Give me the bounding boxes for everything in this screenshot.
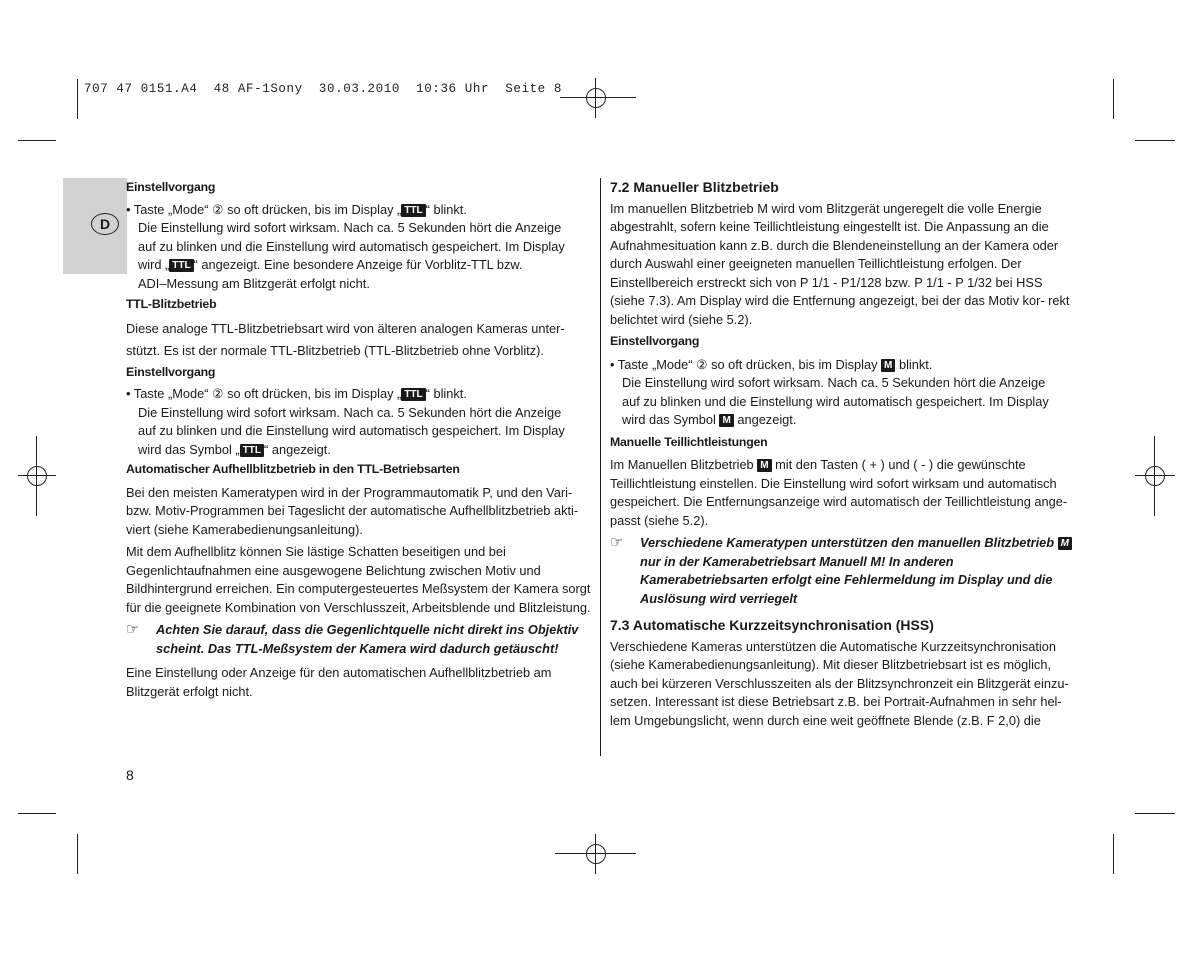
crop-mark (18, 140, 56, 141)
crop-mark (77, 79, 78, 119)
section-heading: Automatischer Aufhellblitzbetrieb in den TTL-Betriebsarten (126, 462, 460, 476)
paragraph: Im manuellen Blitzbetrieb M wird vom Blitzgerät ungeregelt die volle Energie abgestrahlt, sofern keine Teillichtleistung eingestellt ist. Die Anpassung an die Aufnahmesituation kann z.B. durch die Blendeneinstellung an der Kamera oder durch Auswahl einer geeigneten manuellen Teillichtleistung erfolgen. Der Einstellbereich erstreckt sich von P 1/1 - P1/128 bzw. P 1/1 - P 1/32 bei HSS (siehe 7.3). Am Display wird die Entfernung angezeigt, bei der das Motiv kor- rekt belichtet wird (siehe 5.2). (610, 200, 1070, 327)
ttl-symbol: TTL (401, 204, 425, 217)
crop-mark (18, 813, 56, 814)
section-heading: Einstellvorgang (126, 364, 216, 379)
ttl-symbol: TTL (401, 388, 425, 401)
section-heading: 7.3 Automatische Kurzzeitsynchronisation (HSS) (610, 617, 934, 633)
paragraph: Im Manuellen Blitzbetrieb M mit den Tasten ( + ) und ( - ) die gewünschte Teillichtleistung einstellen. Die Einstellung wird sofort wirksam und automatisch gespeichert. Die Entfernungsanzeige wird automatisch der Teillichtleistung ange- passt (siehe 5.2). (610, 457, 1068, 528)
right-column (610, 178, 1072, 730)
print-header: 707 47 0151.A4 48 AF-1Sony 30.03.2010 10:36 Uhr Seite 8 (84, 82, 562, 96)
paragraph: Bei den meisten Kameratypen wird in der Programmautomatik P, und den Vari- bzw. Motiv-Programmen bei Tageslicht der automatische Aufhellblitzbetrieb akti- viert (siehe Kamerabedienungsanleitung). (126, 484, 579, 537)
m-symbol: M (881, 359, 895, 372)
crop-mark (1135, 140, 1175, 141)
text-line: auf zu blinken und die Einstellung wird automatisch gespeichert. Im Display (622, 393, 1049, 409)
section-heading: Einstellvorgang (126, 180, 216, 194)
section-heading: TTL-Blitzbetrieb (126, 297, 217, 311)
section-heading: Einstellvorgang (610, 334, 700, 348)
text-line: auf zu blinken und die Einstellung wird automatisch gespeichert. Im Display (138, 423, 565, 438)
m-symbol: M (1058, 537, 1072, 550)
column-divider (600, 178, 601, 756)
registration-mark-top (595, 78, 596, 118)
text-line: Diese analoge TTL-Blitzbetriebsart wird von älteren analogen Kameras unter- (126, 320, 565, 336)
pointing-hand-icon: ☞ (126, 621, 140, 638)
registration-mark-top (586, 88, 606, 108)
pointing-hand-icon: ☞ (610, 534, 624, 551)
text-line: stützt. Es ist der normale TTL-Blitzbetrieb (TTL-Blitzbetrieb ohne Vorblitz). (126, 343, 544, 358)
text-line: auf zu blinken und die Einstellung wird automatisch gespeichert. Im Display (138, 238, 565, 254)
registration-mark-right (1135, 475, 1175, 476)
paragraph: Verschiedene Kameras unterstützen die Automatische Kurzzeitsynchronisation (siehe Kamerabedienungsanleitung). Mit dieser Blitzbetriebsart ist es möglich, auch bei kürzeren Verschlusszeiten als der Blitzsynchronzeit ein Blitzgerät einzu- setzen. Interessant ist diese Betriebsart z.B. bei Portrait-Aufnahmen in sehr hel- lem Umgebungslicht, wenn durch eine weit geöffnete Blende (z.B. F 2,0) die (610, 638, 1069, 728)
registration-mark-bottom (586, 844, 606, 864)
registration-mark-right (1154, 436, 1155, 516)
registration-mark-left (18, 475, 56, 476)
ttl-symbol: TTL (240, 444, 264, 457)
registration-mark-left (36, 436, 37, 516)
m-symbol: M (757, 459, 771, 472)
section-heading: Manuelle Teillichtleistungen (610, 434, 768, 449)
text-line: Die Einstellung wird sofort wirksam. Nach ca. 5 Sekunden hört die Anzeige (622, 375, 1046, 390)
instruction-bullet: • Taste „Mode“ ② so oft drücken, bis im Display „ TTL “ blinkt. (126, 201, 467, 217)
paragraph: Eine Einstellung oder Anzeige für den automatischen Aufhellblitzbetrieb am Blitzgerät erfolgt nicht. (126, 665, 552, 699)
page-number: 8 (126, 767, 134, 783)
registration-mark-top (560, 97, 636, 98)
text-line: Die Einstellung wird sofort wirksam. Nach ca. 5 Sekunden hört die Anzeige (138, 220, 562, 235)
text-line: wird „ TTL “ angezeigt. Eine besondere Anzeige für Vorblitz-TTL bzw. (138, 257, 523, 272)
section-heading: 7.2 Manueller Blitzbetrieb (610, 179, 779, 195)
text-line: wird das Symbol „ TTL “ angezeigt. (138, 441, 331, 457)
m-symbol: M (719, 414, 733, 427)
paragraph: Mit dem Aufhellblitz können Sie lästige Schatten beseitigen und bei Gegenlichtaufnahmen eine ausgewogene Belichtung zwischen Motiv und Bildhintergrund erreichen. Ein computergesteuertes Meßsystem der Kamera sorgt für die geeignete Kombination von Verschlusszeit, Arbeitsblende und Blitzleistung. (126, 544, 591, 615)
left-column (126, 178, 592, 701)
text-line: ADI–Messung am Blitzgerät erfolgt nicht. (138, 275, 370, 291)
crop-mark (1113, 79, 1114, 119)
ttl-symbol: TTL (169, 259, 193, 272)
crop-mark (1135, 813, 1175, 814)
crop-mark (1113, 834, 1114, 874)
registration-mark-right (1145, 466, 1165, 486)
text-line: Die Einstellung wird sofort wirksam. Nach ca. 5 Sekunden hört die Anzeige (138, 404, 562, 420)
warning-note: ☞ Achten Sie darauf, dass die Gegenlichtquelle nicht direkt ins Objektiv scheint. Das TTL-Meßsystem der Kamera wird dadurch getäuscht! (126, 621, 579, 656)
crop-mark (77, 834, 78, 874)
text-line: wird das Symbol M angezeigt. (622, 412, 797, 427)
instruction-bullet: • Taste „Mode“ ② so oft drücken, bis im Display „ TTL “ blinkt. (126, 386, 467, 401)
instruction-bullet: • Taste „Mode“ ② so oft drücken, bis im Display M blinkt. (610, 356, 933, 372)
language-badge: D (91, 213, 119, 235)
warning-note: ☞ Verschiedene Kameratypen unterstützen den manuellen Blitzbetrieb M nur in der Kamerabetriebsart Manuell M! In anderen Kamerabetriebsarten erfolgt eine Fehlermeldung im Display und die Auslösung wird verriegelt (610, 534, 1072, 608)
registration-mark-bottom (595, 834, 596, 874)
registration-mark-left (27, 466, 47, 486)
